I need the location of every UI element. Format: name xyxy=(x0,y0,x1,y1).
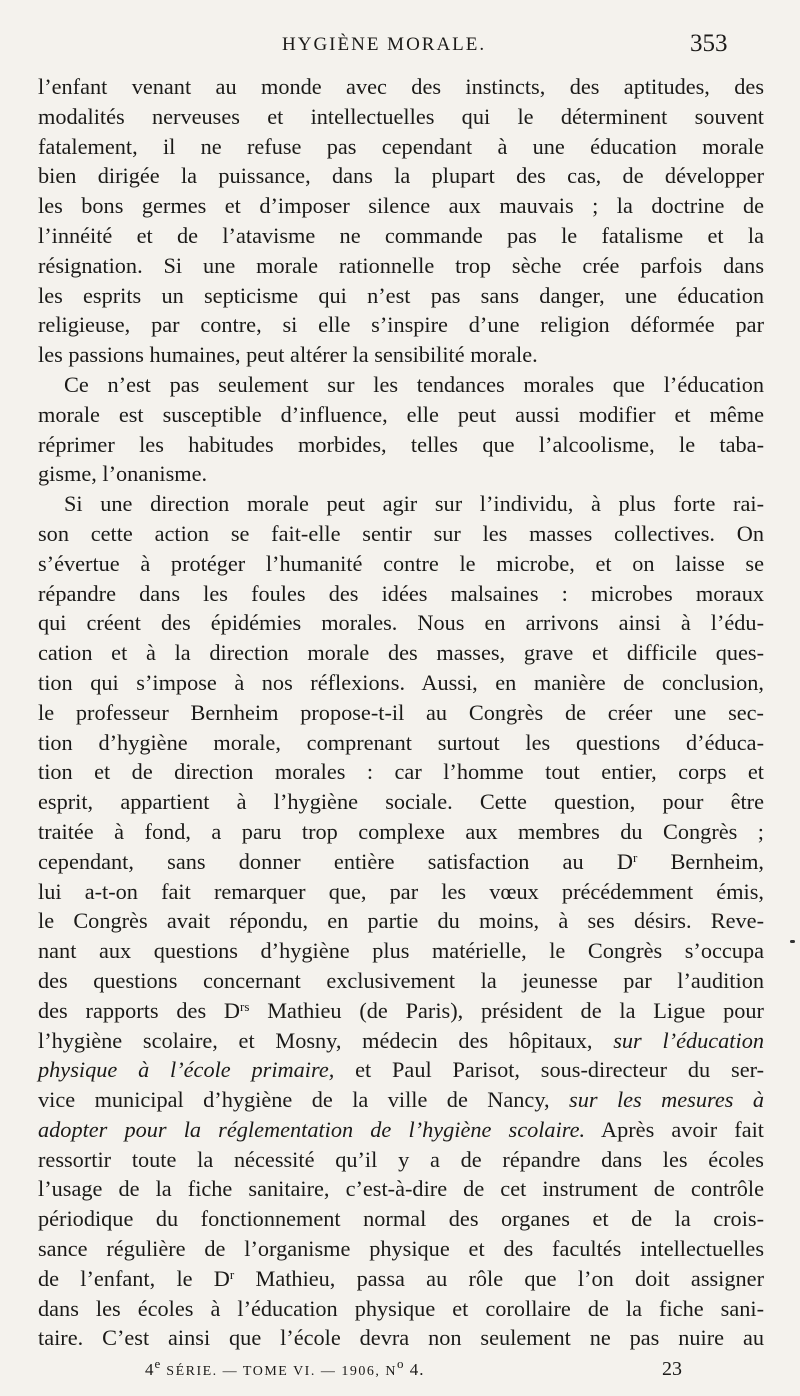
series-line xyxy=(145,1356,425,1380)
text-line xyxy=(38,1026,764,1056)
text-line: nant aux questions d’hygiène plus matérielle, le Congrès s’occupa xyxy=(38,938,764,964)
italic-title: sur les mesures à xyxy=(569,1087,764,1113)
text-line xyxy=(38,1085,764,1115)
text-line xyxy=(38,1115,764,1145)
page-footer xyxy=(0,1356,800,1390)
text-line: réprimer les habitudes morbides, telles que l’alcoolisme, le taba- xyxy=(38,431,764,457)
page-number: 353 xyxy=(690,30,728,57)
text-line: Ce n’est pas seulement sur les tendances morales que l’éducation xyxy=(64,371,764,397)
superscript: r xyxy=(632,849,638,865)
text-run: vice municipal d’hygiène de la ville de Nancy, xyxy=(38,1087,570,1113)
text-line: l’usage de la fiche sanitaire, c’est-à-dire de cet instrument de contrôle xyxy=(38,1176,764,1202)
text-line: tion qui s’impose à nos réflexions. Aussi, en manière de conclusion, xyxy=(38,669,764,695)
text-line: religieuse, par contre, si elle s’inspire d’une religion déformée par xyxy=(38,312,764,338)
text-run: cependant, sans donner entière satisfaction au D xyxy=(38,848,633,874)
text-line: traitée à fond, a paru trop complexe aux membres du Congrès ; xyxy=(38,818,764,844)
text-line xyxy=(38,996,764,1026)
superscript: rs xyxy=(240,998,250,1014)
text-line: qui créent des épidémies morales. Nous en arrivons ainsi à l’édu- xyxy=(38,610,764,636)
body-text xyxy=(38,72,764,1353)
text-line: le professeur Bernheim propose-t-il au Congrès de créer une sec- xyxy=(38,699,764,725)
text-line: gisme, l’onanisme. xyxy=(38,461,208,487)
text-line: modalités nerveuses et intellectuelles qui le déterminent souvent xyxy=(38,103,764,129)
text-run: de l’enfant, le D xyxy=(38,1265,230,1291)
text-line: l’innéité et de l’atavisme ne commande pas le fatalisme et la xyxy=(38,222,764,248)
text-line: Si une direction morale peut agir sur l’individu, à plus forte rai- xyxy=(64,491,764,517)
text-line: dans les écoles à l’éducation physique et corollaire de la fiche sani- xyxy=(38,1295,764,1321)
text-line: les bons germes et d’imposer silence aux mauvais ; la doctrine de xyxy=(38,193,764,219)
paragraph-3 xyxy=(38,489,764,1353)
text-line: ressortir toute la nécessité qu’il y a de répandre dans les écoles xyxy=(38,1146,764,1172)
text-line: bien dirigée la puissance, dans la plupart des cas, de développer xyxy=(38,163,764,189)
text-line xyxy=(38,1055,764,1085)
page-header xyxy=(0,30,800,64)
text-run: Après avoir fait xyxy=(585,1116,765,1142)
text-run: l’hygiène scolaire, et Mosny, médecin des hôpitaux, xyxy=(38,1027,614,1053)
text-line: taire. C’est ainsi que l’école devra non seulement ne pas nuire au xyxy=(38,1325,764,1351)
text-run: Mathieu, passa au rôle que l’on doit assigner xyxy=(234,1265,764,1291)
italic-title: sur l’éducation xyxy=(613,1027,764,1053)
text-line xyxy=(38,847,764,877)
text-run: Mathieu (de Paris), président de la Ligue pour xyxy=(249,997,764,1023)
text-line: tion et de direction morales : car l’homme tout entier, corps et xyxy=(38,759,764,785)
signature-mark: 23 xyxy=(662,1358,682,1380)
italic-title: adopter pour la réglementation de l’hygiène scolaire. xyxy=(38,1116,586,1142)
text-line: esprit, appartient à l’hygiène sociale. Cette question, pour être xyxy=(38,789,764,815)
text-line: le Congrès avait répondu, en partie du moins, à ses désirs. Reve- xyxy=(38,908,764,934)
text-line: cation et à la direction morale des masses, grave et difficile ques- xyxy=(38,640,764,666)
text-line: résignation. Si une morale rationnelle trop sèche crée parfois dans xyxy=(38,252,764,278)
superscript: r xyxy=(229,1266,235,1282)
issue-number: 4. xyxy=(404,1360,425,1379)
text-line: l’enfant venant au monde avec des instincts, des aptitudes, des xyxy=(38,74,764,99)
text-line: répandre dans les foules des idées malsaines : microbes moraux xyxy=(38,580,764,606)
text-line: lui a-t-on fait remarquer que, par les vœux précédemment émis, xyxy=(38,878,764,904)
text-run: Bernheim, xyxy=(637,848,764,874)
text-line: des questions concernant exclusivement la jeunesse par l’audition xyxy=(38,967,764,993)
text-line: fatalement, il ne refuse pas cependant à une éducation morale xyxy=(38,133,764,159)
superscript: e xyxy=(154,1356,162,1371)
text-line: les esprits un septicisme qui n’est pas sans danger, une éducation xyxy=(38,282,764,308)
series-text: SÉRIE. — TOME VI. — 1906, N xyxy=(161,1364,397,1379)
running-head: HYGIÈNE MORALE. xyxy=(282,34,487,55)
text-line xyxy=(38,1264,764,1294)
paragraph-2 xyxy=(38,370,764,489)
text-run: des rapports des D xyxy=(38,997,241,1023)
ink-speck xyxy=(790,940,795,943)
series-number: 4 xyxy=(145,1360,155,1379)
text-line: sance régulière de l’organisme physique et des facultés intellectuelles xyxy=(38,1236,764,1262)
text-run: et Paul Parisot, sous-directeur du ser- xyxy=(334,1057,764,1083)
text-line: s’évertue à protéger l’humanité contre le microbe, et on laisse se xyxy=(38,550,764,576)
text-line: tion d’hygiène morale, comprenant surtout les questions d’éduca- xyxy=(38,729,764,755)
text-line: son cette action se fait-elle sentir sur les masses collectives. On xyxy=(38,520,764,546)
superscript: o xyxy=(396,1356,405,1371)
italic-title: physique à l’école primaire, xyxy=(38,1057,335,1083)
text-line: morale est susceptible d’influence, elle peut aussi modifier et même xyxy=(38,401,764,427)
paragraph-1 xyxy=(38,72,764,370)
text-line: périodique du fonctionnement normal des organes et de la crois- xyxy=(38,1206,764,1232)
text-line: les passions humaines, peut altérer la sensibilité morale. xyxy=(38,342,538,368)
